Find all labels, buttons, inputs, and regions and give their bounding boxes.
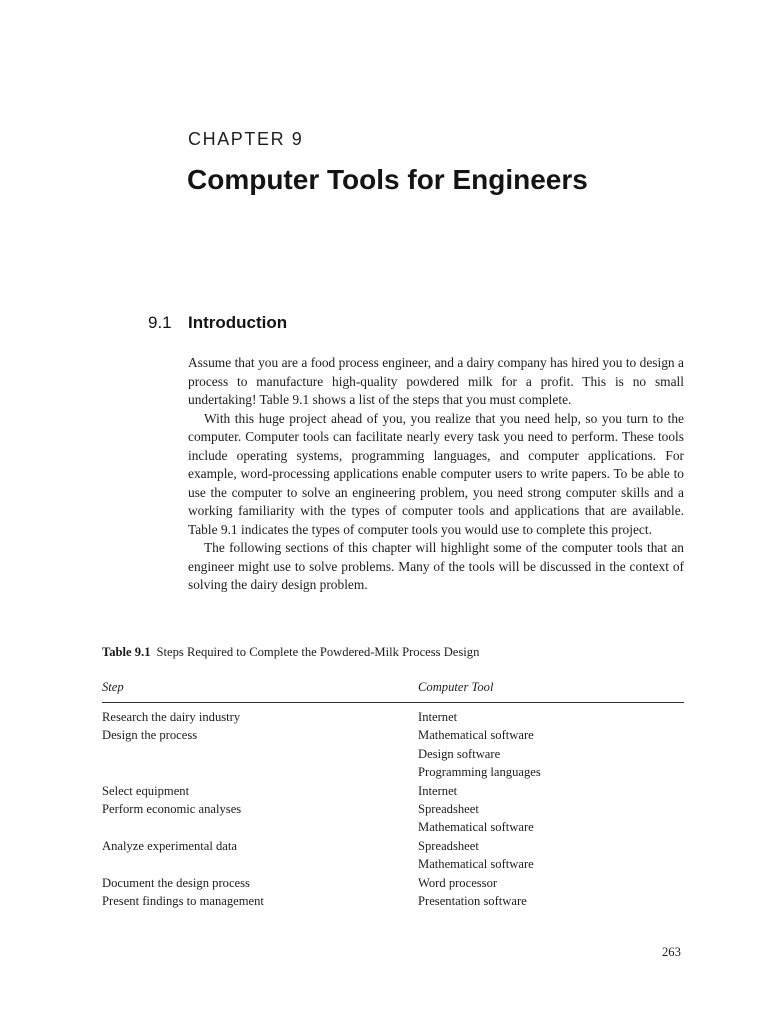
tool-item: Spreadsheet [418, 838, 479, 853]
tool-item: Internet [418, 783, 458, 798]
tool-item: Spreadsheet [418, 802, 479, 817]
table-row [102, 837, 684, 874]
tool-item: Internet [418, 710, 458, 724]
tool-cell [418, 874, 684, 892]
table-row [102, 800, 684, 837]
tool-item: Design software [418, 746, 501, 761]
tool-item: Word processor [418, 875, 498, 890]
chapter-label: CHAPTER 9 [188, 129, 304, 149]
tool-item: Mathematical software [418, 857, 534, 872]
tool-item: Programming languages [418, 765, 541, 780]
tool-cell [418, 800, 684, 837]
chapter-title: Computer Tools for Engineers [187, 164, 588, 195]
step-cell: Perform economic analyses [102, 802, 242, 817]
paragraph: Assume that you are a food process engineer, and a dairy company has hired you to design a process to manufacture high-quality powdered milk for a profit. This is no small undertaking! Table 9.1 shows a list of the steps that you must complete. [188, 355, 684, 407]
steps-table [102, 678, 684, 910]
page-number: 263 [662, 945, 681, 959]
table-row [102, 703, 684, 727]
step-cell: Design the process [102, 728, 198, 743]
tool-item: Presentation software [418, 894, 527, 909]
table-header-row [102, 678, 684, 703]
step-cell: Research the dairy industry [102, 710, 241, 724]
table-caption [102, 645, 479, 660]
table-row [102, 874, 684, 892]
body-text [188, 354, 684, 595]
table-caption-text: Steps Required to Complete the Powdered-Milk Process Design [156, 645, 480, 659]
table-row [102, 782, 684, 800]
tool-cell [418, 892, 684, 910]
step-cell: Select equipment [102, 783, 190, 798]
section-title: Introduction [188, 313, 288, 332]
tool-cell [418, 703, 684, 727]
paragraph: With this huge project ahead of you, you realize that you need help, so you turn to the computer. Computer tools can facilitate nearly every task you need to perform. These tools include operating systems, programming languages, and computer applications. For example, word-processing applications enable computer users to write papers. To be able to use the computer to solve an engineering problem, you need strong computer skills and a working familiarity with the types of computer tools and applications that are available. Table 9.1 indicates the types of computer tools you would use to complete this project. [188, 410, 684, 537]
step-cell: Analyze experimental data [102, 838, 237, 853]
tool-cell [418, 837, 684, 874]
column-header-tool: Computer Tool [418, 678, 684, 703]
column-header-step: Step [102, 678, 418, 703]
table-number: Table 9.1 [102, 645, 151, 659]
section-number: 9.1 [148, 313, 172, 332]
tool-item: Mathematical software [418, 728, 534, 743]
tool-item: Mathematical software [418, 820, 534, 835]
table-row [102, 726, 684, 781]
paragraph: The following sections of this chapter will highlight some of the computer tools that an engineer might use to solve problems. Many of the tools will be discussed in the context of solving the dairy design problem. [188, 540, 684, 592]
table-row [102, 892, 684, 910]
tool-cell [418, 726, 684, 781]
step-cell: Present findings to management [102, 894, 264, 909]
step-cell: Document the design process [102, 875, 250, 890]
section-heading [148, 313, 287, 333]
tool-cell [418, 782, 684, 800]
